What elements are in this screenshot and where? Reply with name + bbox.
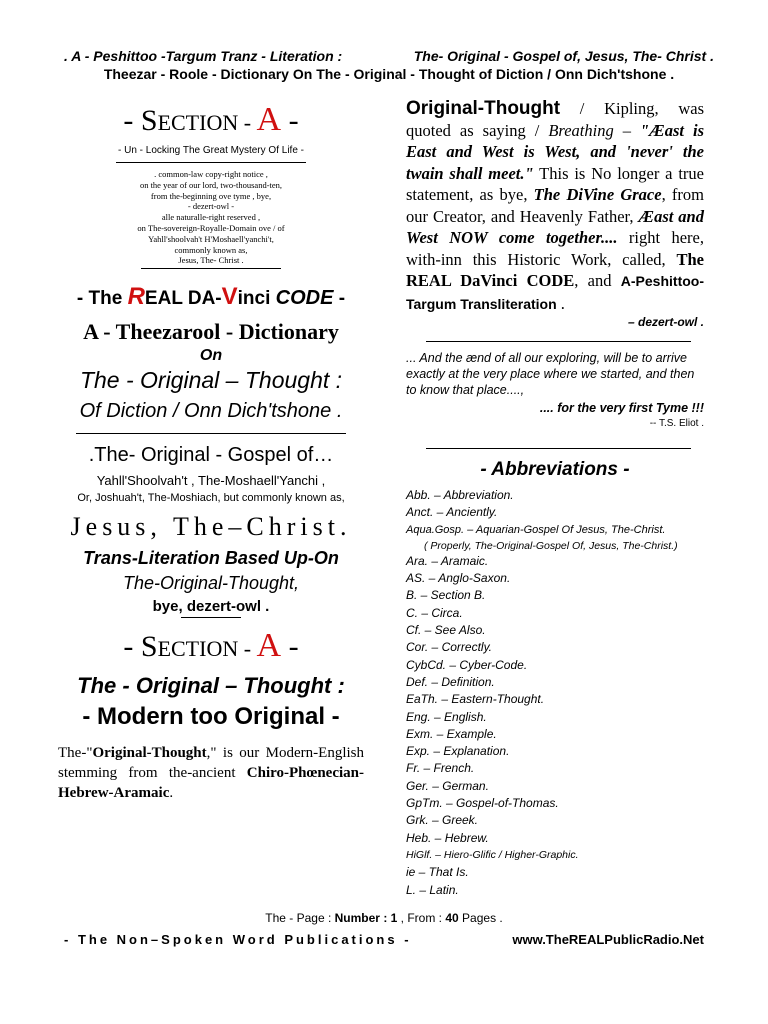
total-pages: 40 (445, 911, 459, 925)
list-item: CybCd. – Cyber-Code. (406, 657, 528, 672)
breathing: Breathing (548, 120, 614, 140)
list-item: EaTh. – Eastern-Thought. (406, 692, 545, 707)
abbreviations-list (406, 487, 704, 899)
real-davinci-code-title (58, 283, 364, 311)
list-item: Fr. – French. (406, 761, 475, 776)
divider (426, 341, 691, 342)
real-v: V (221, 283, 238, 311)
header-line-1 (64, 48, 714, 64)
list-item: Def. – Definition. (406, 674, 495, 689)
list-item: ( Properly, The-Original-Gospel Of, Jesus, The-Christ.) (424, 539, 678, 552)
divider (116, 162, 306, 163)
p1f: , and (574, 271, 621, 290)
notice-line: alle naturalle-right reserved , (161, 212, 261, 223)
list-item: Aqua.Gosp. – Aquarian-Gospel Of Jesus, The-Christ. (406, 523, 666, 536)
body-pre: The-" (58, 745, 93, 762)
peshittoo-ref: A-Peshittoo-Targum Transliteration (406, 273, 704, 312)
yahll-line: Yahll'Shoolvah't , The-Moshaell'Yanchi , (96, 473, 326, 489)
body-term2: Chiro-Phœnecian-Hebrew-Aramaic (58, 765, 364, 802)
list-item: C. – Circa. (406, 605, 463, 620)
real-code: CODE (275, 287, 334, 310)
section-a2-s: - S (123, 630, 158, 664)
notice-line: on The-sovereign-Royalle-Domain ove / of (137, 222, 285, 233)
real-mid1: EAL DA- (144, 288, 222, 310)
list-item: Ara. – Aramaic. (406, 553, 489, 568)
section-a2-post: - (281, 630, 299, 664)
dictionary-title: A - Theezarool - Dictionary (83, 319, 339, 345)
list-item: Exp. – Explanation. (406, 744, 510, 759)
real-code-ref: The REAL DaVinci CODE (406, 249, 704, 290)
divider (141, 268, 281, 269)
section-a-heading (58, 100, 364, 143)
signature: – dezert-owl . (627, 315, 704, 329)
right-column (406, 98, 704, 899)
list-item: Cf. – See Also. (406, 623, 486, 638)
list-item: Heb. – Hebrew. (406, 830, 489, 845)
p1g: . (556, 293, 565, 313)
original-thought-title: The - Original – Thought : (79, 367, 343, 394)
notice-line: Jesus, The- Christ . (178, 255, 244, 266)
p1e: right here, with-inn this Historic Work, called, (406, 228, 705, 269)
page-number: 1 (390, 911, 398, 925)
section-a-heading-2 (58, 626, 364, 669)
original-thought-line: The-Original-Thought, (122, 573, 300, 594)
divider (426, 448, 691, 449)
real-mid2: inci (237, 288, 276, 310)
real-post: - (333, 288, 346, 310)
section-a2-mid: ECTION - (157, 636, 257, 662)
page-pre: The - Page : (265, 911, 335, 925)
list-item: Abb. – Abbreviation. (406, 488, 514, 502)
list-item: Anct. – Anciently. (406, 505, 498, 520)
list-item: GpTm. – Gospel-of-Thomas. (406, 796, 559, 811)
real-r: R (127, 283, 145, 311)
original-thought-subtitle: The - Original – Thought : (77, 673, 345, 699)
intro-paragraph (58, 743, 364, 803)
bye-dezert-owl: bye, dezert-owl . (152, 598, 270, 616)
notice-line: commonly known as, (174, 244, 248, 255)
kipling-quote: "Æast is East and West is West, and 'never' the twain shall meet." (406, 120, 704, 183)
eliot-quote-end: .... for the very first Tyme !!! (539, 401, 704, 415)
transliteration-line: Trans-Literation Based Up-On (83, 548, 339, 569)
from-label: , From : (397, 911, 446, 925)
ot-head: Original-Thought (406, 98, 561, 119)
list-item: Ger. – German. (406, 778, 489, 793)
on-label: On (199, 347, 223, 365)
notice-line: from the-beginning ove tyme , bye, (150, 190, 272, 201)
publisher-name: - The Non–Spoken Word Publications - (64, 932, 412, 947)
list-item: B. – Section B. (406, 588, 486, 603)
eliot-attribution: -- T.S. Eliot . (649, 418, 704, 429)
body-term: Original-Thought (92, 745, 207, 762)
list-item: Exm. – Example. (406, 726, 497, 741)
page-indicator (0, 911, 768, 925)
list-item: Cor. – Correctly. (406, 640, 493, 655)
list-item: AS. – Anglo-Saxon. (406, 571, 511, 586)
list-item: L. – Latin. (406, 882, 459, 897)
kipling-paragraph (406, 98, 704, 315)
section-a-s: - S (123, 104, 158, 137)
p1d: , from our Creator, and Heavenly Father, (406, 185, 705, 226)
list-item: Grk. – Greek. (406, 813, 479, 828)
left-column (58, 100, 364, 803)
p1c: This is No longer a true statement, as bye, (406, 163, 704, 204)
eliot-quote: ... And the ænd of all our exploring, will be to arrive exactly at the very place where we started, and then to know that place...., (406, 351, 695, 397)
unlocking-line: - Un - Locking The Great Mystery Of Life - (118, 145, 304, 156)
website-link[interactable]: www.TheREALPublicRadio.Net (512, 932, 704, 947)
body-post: . (169, 785, 174, 802)
abbreviations-title: - Abbreviations - (480, 459, 630, 480)
of-diction-title: Of Diction / Onn Dich'tshone . (79, 400, 343, 423)
body-mid: ," is our Modern-English stemming from the-ancient (58, 745, 364, 782)
header-line-2: Theezar - Roole - Dictionary On The - Original - Thought of Diction / Onn Dich'tshone . (103, 66, 675, 82)
header-left: . A - Peshittoo -Targum Tranz - Literation : (64, 48, 343, 64)
header-right: The- Original - Gospel of, Jesus, The- Christ . (413, 48, 714, 64)
copyright-notice (58, 169, 364, 266)
notice-line: on the year of our lord, two-thousand-ten, (139, 179, 283, 190)
notice-line: Yahll'shoolvah't H'Moshaell'yanchi't, (148, 233, 274, 244)
divider (181, 617, 241, 618)
number-label: Number : (334, 911, 388, 925)
list-item: ie – That Is. (406, 865, 469, 880)
divine-grace: The DiVine Grace (533, 185, 662, 204)
footer-publisher (64, 932, 704, 947)
pages-label: Pages . (458, 911, 503, 925)
divider (76, 433, 346, 434)
notice-line: . common-law copy-right notice , (154, 169, 268, 179)
p1b: – (613, 120, 640, 140)
section-a-letter: A (256, 101, 282, 138)
p1a: / Kipling, was quoted as saying / (406, 99, 704, 140)
real-pre: - The (76, 288, 128, 310)
or-line: Or, Joshuah't, The-Moshiach, but commonly known as, (77, 492, 345, 505)
section-a-mid: ECTION - (157, 110, 257, 135)
section-a-post: - (281, 104, 299, 137)
list-item: HiGlf. – Hiero-Glific / Higher-Graphic. (406, 848, 579, 861)
jesus-christ-title: Jesus, The–Christ. (70, 512, 352, 542)
list-item: Eng. – English. (406, 709, 487, 724)
section-a2-letter: A (256, 627, 282, 665)
gospel-title: .The- Original - Gospel of… (88, 444, 334, 467)
east-west: Æast and West NOW come together.... (406, 206, 704, 247)
notice-line: - dezert-owl - (187, 201, 235, 212)
modern-too-original: - Modern too Original - (82, 703, 340, 731)
